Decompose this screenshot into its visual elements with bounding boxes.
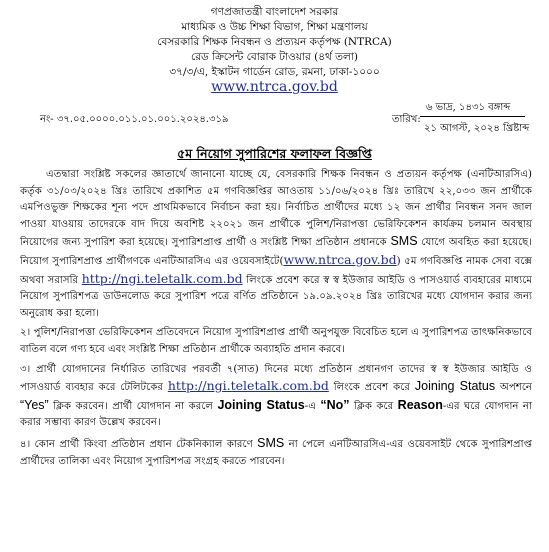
date-bangla: ৬ ভাদ্র, ১৪৩১ বঙ্গাব্দ	[426, 102, 511, 113]
p1-text-d: লিংকে প্রবেশ করে স্ব স্ব ইউজার আইডি ও পাসওয়ার্ড ব্যবহারের মাধ্যমে নিয়োগ সুপারিশপত্র ডাউনলোড করে সুপারিশ পত্রে বর্ণিত প্রতিষ্ঠানে ১৯.০৯.২০২৪ খ্রিঃ তারিখের মধ্যে যোগদান করার জন্য অনুরোধ করা হলো।	[20, 274, 532, 319]
notice-title-text: ৫ম নিয়োগ সুপারিশের ফলাফল বিজ্ঞপ্তি	[177, 146, 372, 161]
teletalk-link-2[interactable]: http://ngi.teletalk.com.bd	[167, 378, 329, 394]
p4-text-b: না পেলে এনটিআরসিএ-এর ওয়েবসাইট থেকে সুপারিশপ্রাপ্ত প্রার্থীদের তালিকা এবং নিয়োগ সুপারিশপত্র সংগ্রহ করতে পারবেন।	[20, 438, 532, 467]
p3-text-b: লিংকে প্রবেশ করে	[333, 382, 410, 394]
p1-text-a: এতদ্বারা সংশ্লিষ্ট সকলের জ্ঞাতার্থে জানানো যাচ্ছে যে, বেসরকারি শিক্ষক নিবন্ধন ও প্রত্যয়ন কর্তৃপক্ষ (এনটিআরসিএ) কর্তৃক ৩১/০৩/২০২৪ খ্রিঃ তারিখে প্রকাশিত ৫ম গণবিজ্ঞপ্তির আওতায় ১১/০৬/২০২৪ খ্রিঃ তারিখে ২২,০৩৩ জন প্রার্থীকে এমপিওভুক্ত শিক্ষকের শূন্য পদে প্রাথমিকভাবে নির্বাচন করা হয়। নির্বাচিত প্রার্থীদের মধ্যে ১২ জন প্রার্থীর নিবন্ধন সনদ জাল পাওয়া যাওয়ায় তাদেরকে বাদ দিয়ে অবশিষ্ট ২২০২১ জন প্রার্থীকে পুলিশ/নিরাপত্তা ভেরিফিকেশন কার্যক্রম চলমান অবস্থায় নিয়োগের জন্য সুপারিশ করা হয়েছে। সুপারিশপ্রাপ্ত প্রার্থী ও সংশ্লিষ্ট শিক্ষা প্রতিষ্ঠান প্রধানকে	[20, 169, 532, 249]
notice-title	[0, 146, 549, 166]
no-text: “No”	[320, 397, 350, 412]
letterhead	[0, 5, 549, 96]
ntrca-link[interactable]: www.ntrca.gov.bd	[283, 251, 397, 267]
sms-text: SMS	[390, 234, 418, 249]
joining-status-text-2: Joining Status	[217, 397, 305, 412]
govt-name: গণপ্রজাতন্ত্রী বাংলাদেশ সরকার	[210, 6, 339, 18]
paragraph-2: ২। পুলিশ/নিরাপত্তা ভেরিফিকেশন প্রতিবেদনে নিয়োগ সুপারিশপ্রাপ্ত প্রার্থী অনুপযুক্ত বিবেচিত হলে এ সুপারিশপত্র তাৎক্ষনিকভাবে বাতিল বলে গণ্য হবে এবং সংশ্লিষ্ট শিক্ষা প্রতিষ্ঠান প্রার্থীকে অব্যাহতি প্রদান করবে।	[20, 327, 532, 355]
street-address: ৩৭/৩/এ, ইস্কাটন গার্ডেন রোড, রমনা, ঢাকা-১০০০	[169, 66, 380, 78]
paragraph-4	[20, 435, 532, 470]
p3-text-g: -এর ঘরে যোগদান না করার সম্ভাব্য কারণ উল্লেখ করবেন।	[20, 400, 532, 429]
yes-text: “Yes”	[20, 397, 49, 412]
p3-text-e: -এ	[304, 400, 316, 412]
p3-text-d: ক্লিক করবেন। প্রার্থী যোগদান না করলে	[53, 400, 214, 412]
sms-text-2: SMS	[257, 435, 285, 450]
p1-text-c: ) ৫ম গণবিজ্ঞপ্তি নামক সেবা বক্সে অথবা সরাসরি	[20, 255, 532, 286]
date-english: ২১ আগস্ট, ২০২৪ খ্রিষ্টাব্দ	[424, 123, 530, 134]
date-divider	[420, 116, 525, 117]
notice-body	[20, 167, 532, 473]
p3-text-c: অপশনে	[500, 382, 532, 394]
joining-status-text: Joining Status	[414, 379, 496, 394]
website-link[interactable]: www.ntrca.gov.bd	[211, 79, 338, 95]
paragraph-1	[20, 167, 532, 322]
p3-text-a: ৩। প্রার্থী যোগদানের নির্ধারিত তারিখের পরবর্তী ৭(সাত) দিনের মধ্যে প্রতিষ্ঠান প্রধানগণ তাদের স্ব স্ব ইউজার আইডি ও পাসওয়ার্ড ব্যবহার করে টেলিটকের	[20, 363, 532, 394]
authority-name: বেসরকারি শিক্ষক নিবন্ধন ও প্রত্যয়ন কর্তৃপক্ষ (NTRCA)	[157, 36, 392, 48]
date-label: তারিখ:	[392, 114, 421, 125]
paragraph-3	[20, 362, 532, 432]
p4-text-a: ৪। কোন প্রার্থী কিংবা প্রতিষ্ঠান প্রধান টেকনিক্যাল কারণে	[20, 438, 253, 450]
p3-text-f: ক্লিক করে	[353, 400, 394, 412]
building-address: রেড ক্রিসেন্ট বোরাক টাওয়ার (৪র্থ তলা)	[190, 51, 359, 63]
ministry-name: মাধ্যমিক ও উচ্চ শিক্ষা বিভাগ, শিক্ষা মন্ত্রণালয়	[181, 21, 368, 33]
p1-text-b: যোগে অবহিত করা হয়েছে। নিয়োগ সুপারিশপ্রাপ্ত প্রার্থীগণকে এনটিআরসিএ এর ওয়েবসাইটে(	[20, 237, 532, 267]
reason-text: Reason	[397, 397, 443, 412]
teletalk-link[interactable]: http://ngi.teletalk.com.bd	[81, 270, 243, 286]
memo-number: নং- ৩৭.০৫.০০০০.০১১.০১.০০১.২০২৪.৩১৯	[40, 114, 229, 125]
